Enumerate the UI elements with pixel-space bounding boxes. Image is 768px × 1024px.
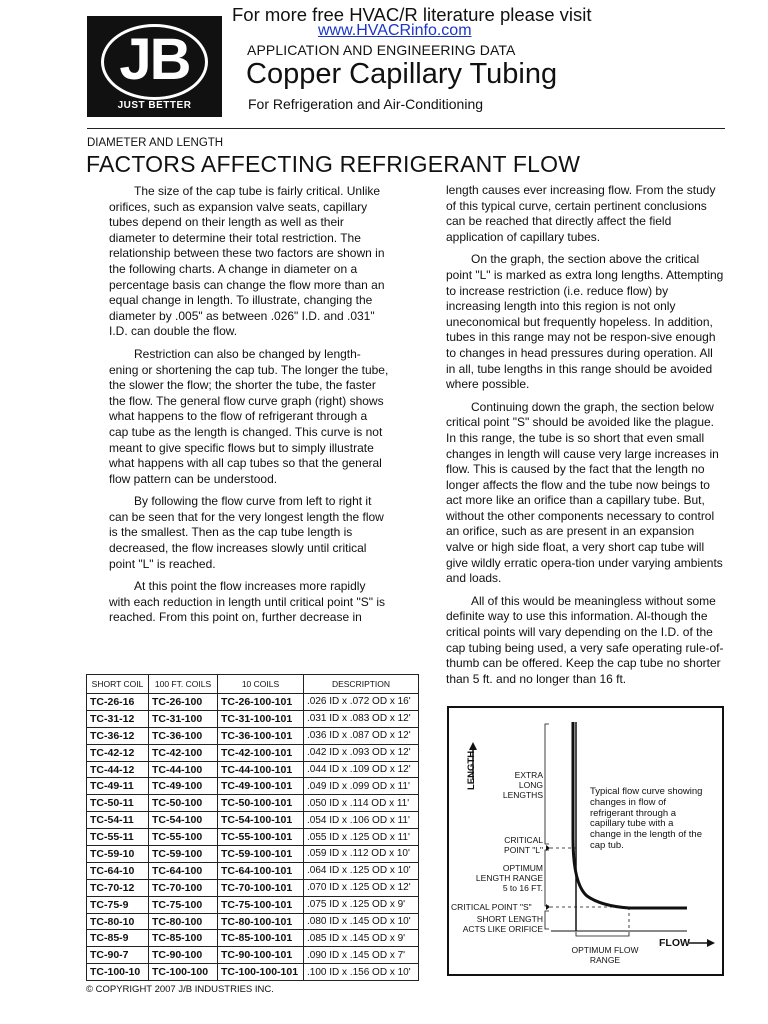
10-coils-cell: TC-100-100-101: [218, 964, 304, 981]
10-coils-cell: TC-26-100-101: [218, 694, 304, 711]
table-row: [87, 964, 419, 981]
10-coils-cell: TC-50-100-101: [218, 795, 304, 812]
logo-tagline: JUST BETTER: [117, 100, 192, 111]
10-coils-cell: TC-85-100-101: [218, 930, 304, 947]
paragraph: At this point the flow increases more rapidly with each reduction in length until critical point "S" is reached. From this point on, further decrease in: [109, 579, 385, 625]
100ft-coil-cell: TC-49-100: [149, 778, 218, 795]
description-cell: .055 ID x .125 OD x 11': [304, 829, 419, 846]
100ft-coil-cell: TC-55-100: [149, 829, 218, 846]
10-coils-cell: TC-59-100-101: [218, 846, 304, 863]
table-row: [87, 778, 419, 795]
description-cell: .085 ID x .145 OD x 9': [304, 930, 419, 947]
table-row: [87, 862, 419, 879]
column-header: 10 COILS: [218, 675, 304, 694]
short-coil-cell: TC-44-12: [87, 761, 149, 778]
10-coils-cell: TC-31-100-101: [218, 710, 304, 727]
100ft-coil-cell: TC-42-100: [149, 744, 218, 761]
short-coil-cell: TC-42-12: [87, 744, 149, 761]
short-coil-cell: TC-49-11: [87, 778, 149, 795]
description-cell: .026 ID x .072 OD x 16': [304, 694, 419, 711]
short-length-label: SHORT LENGTH ACTS LIKE ORIFICE: [462, 914, 543, 934]
column-header: 100 FT. COILS: [149, 675, 218, 694]
short-coil-cell: TC-55-11: [87, 829, 149, 846]
table-row: [87, 846, 419, 863]
short-coil-cell: TC-85-9: [87, 930, 149, 947]
optimum-length-label: OPTIMUM LENGTH RANGE 5 to 16 FT.: [475, 863, 543, 893]
left-column: [109, 184, 389, 633]
logo-text: JB: [119, 27, 190, 92]
paragraph: Continuing down the graph, the section below critical point "S" should be avoided like the plague. In this range, the tube is so short that even small changes in length will cause very large increases in flow. This is caused by the fact that the length no longer affects the flow and the tube now beings to act more like an orifice than a capillary tube. But, without the other components necessary to control an orifice, such as are present in an expansion valve or high side float, a very short cap tube will give wildly erratic opera-tion under varying ambients and loads.: [446, 399, 723, 586]
extra-long-bracket: [545, 724, 549, 844]
length-arrow-head: [469, 742, 477, 750]
10-coils-cell: TC-55-100-101: [218, 829, 304, 846]
paragraph: The size of the cap tube is fairly critical. Unlike orifices, such as expansion valve seats, capillary tubes depend on their length as well as their diameter to determine their total restriction. The relationship between these two factors are shown in the following charts. A change in diameter on a percentage basis can change the flow more than an equal change in length. To illustrate, changing the diameter by .005" as between .026" I.D. and .031" I.D. can double the flow.: [109, 184, 385, 339]
table-row: [87, 879, 419, 896]
table-row: [87, 930, 419, 947]
100ft-coil-cell: TC-50-100: [149, 795, 218, 812]
short-coil-cell: TC-26-16: [87, 694, 149, 711]
critical-l-label: CRITICAL POINT "L": [504, 835, 543, 855]
short-coil-cell: TC-75-9: [87, 896, 149, 913]
description-cell: .075 ID x .125 OD x 9': [304, 896, 419, 913]
critical-s-label: CRITICAL POINT "S": [451, 902, 532, 912]
100ft-coil-cell: TC-90-100: [149, 947, 218, 964]
description-cell: .044 ID x .109 OD x 12': [304, 761, 419, 778]
10-coils-cell: TC-64-100-101: [218, 862, 304, 879]
paragraph: Restriction can also be changed by length-ening or shortening the cap tub. The longer the tube, the slower the flow; the shorter the tube, the faster the flow. The general flow curve graph (right) shows what happens to the flow of refrigerant through a cap tube as the length is changed. This curve is not meant to give specific flows but to simply illustrate what happens with all cap tubes so that the general flow pattern can be understood.: [109, 346, 389, 486]
10-coils-cell: TC-90-100-101: [218, 947, 304, 964]
right-column: [446, 183, 724, 694]
description-cell: .031 ID x .083 OD x 12': [304, 710, 419, 727]
section-label: DIAMETER AND LENGTH: [87, 137, 224, 149]
short-coil-cell: TC-80-10: [87, 913, 149, 930]
10-coils-cell: TC-44-100-101: [218, 761, 304, 778]
100ft-coil-cell: TC-54-100: [149, 812, 218, 829]
header-divider: [87, 128, 725, 129]
optimum-flow-label: OPTIMUM FLOW RANGE: [571, 945, 639, 965]
100ft-coil-cell: TC-80-100: [149, 913, 218, 930]
100ft-coil-cell: TC-26-100: [149, 694, 218, 711]
short-coil-cell: TC-64-10: [87, 862, 149, 879]
short-coil-cell: TC-50-11: [87, 795, 149, 812]
description-cell: .080 ID x .145 OD x 10': [304, 913, 419, 930]
10-coils-cell: TC-36-100-101: [218, 727, 304, 744]
100ft-coil-cell: TC-64-100: [149, 862, 218, 879]
short-coil-cell: TC-54-11: [87, 812, 149, 829]
10-coils-cell: TC-54-100-101: [218, 812, 304, 829]
table-row: [87, 744, 419, 761]
description-cell: .042 ID x .093 OD x 12': [304, 744, 419, 761]
document-subtitle: For Refrigeration and Air-Conditioning: [248, 96, 484, 112]
100ft-coil-cell: TC-75-100: [149, 896, 218, 913]
10-coils-cell: TC-80-100-101: [218, 913, 304, 930]
parts-table: [86, 674, 419, 981]
100ft-coil-cell: TC-59-100: [149, 846, 218, 863]
100ft-coil-cell: TC-85-100: [149, 930, 218, 947]
flow-arrow-head: [707, 939, 715, 947]
x-axis-label: FLOW: [659, 937, 690, 949]
description-cell: .059 ID x .112 OD x 10': [304, 846, 419, 863]
10-coils-cell: TC-75-100-101: [218, 896, 304, 913]
short-coil-cell: TC-90-7: [87, 947, 149, 964]
100ft-coil-cell: TC-31-100: [149, 710, 218, 727]
short-coil-cell: TC-59-10: [87, 846, 149, 863]
promo-text: For more free HVAC/R literature please visit: [232, 4, 592, 25]
promo-link[interactable]: www.HVACRinfo.com: [318, 22, 472, 39]
kicker: APPLICATION AND ENGINEERING DATA: [247, 42, 516, 58]
optimum-length-bracket: [545, 850, 549, 906]
10-coils-cell: TC-42-100-101: [218, 744, 304, 761]
column-header: SHORT COIL: [87, 675, 149, 694]
10-coils-cell: TC-49-100-101: [218, 778, 304, 795]
critical-s-pointer: [546, 904, 550, 910]
extra-long-label: EXTRA LONG LENGTHS: [502, 770, 543, 800]
flow-curve-graph: [447, 706, 724, 976]
y-axis-label: LENGTH: [466, 750, 477, 790]
table-row: [87, 829, 419, 846]
description-cell: .070 ID x .125 OD x 12': [304, 879, 419, 896]
table-body: [87, 694, 419, 981]
short-coil-cell: TC-31-12: [87, 710, 149, 727]
description-cell: .049 ID x .099 OD x 11': [304, 778, 419, 795]
description-cell: .100 ID x .156 OD x 10': [304, 964, 419, 981]
paragraph: By following the flow curve from left to right it can be seen that for the very longest length the flow is the smallest. Then as the cap tube length is decreased, the flow increases slowly until critical point "L" is reached.: [109, 494, 384, 571]
short-coil-cell: TC-36-12: [87, 727, 149, 744]
description-cell: .050 ID x .114 OD x 11': [304, 795, 419, 812]
table-row: [87, 896, 419, 913]
paragraph: length causes ever increasing flow. From the study of this typical curve, certain pertinent conclusions can be reached that directly affect the field application of capillary tubes.: [446, 183, 716, 244]
table-row: [87, 710, 419, 727]
description-cell: .054 ID x .106 OD x 11': [304, 812, 419, 829]
copyright: © COPYRIGHT 2007 J/B INDUSTRIES INC.: [86, 984, 274, 995]
description-cell: .064 ID x .125 OD x 10': [304, 862, 419, 879]
short-coil-cell: TC-70-12: [87, 879, 149, 896]
description-cell: .090 ID x .145 OD x 7': [304, 947, 419, 964]
10-coils-cell: TC-70-100-101: [218, 879, 304, 896]
graph-caption: Typical flow curve showing changes in flow of refrigerant through a capillary tube with a change in the length of the cap tub.: [590, 786, 703, 851]
column-header: DESCRIPTION: [304, 675, 419, 694]
short-coil-cell: TC-100-10: [87, 964, 149, 981]
table-row: [87, 694, 419, 711]
table-row: [87, 761, 419, 778]
100ft-coil-cell: TC-36-100: [149, 727, 218, 744]
100ft-coil-cell: TC-70-100: [149, 879, 218, 896]
description-cell: .036 ID x .087 OD x 12': [304, 727, 419, 744]
short-length-bracket: [545, 911, 549, 929]
100ft-coil-cell: TC-44-100: [149, 761, 218, 778]
table-row: [87, 947, 419, 964]
table-row: [87, 795, 419, 812]
table-header-row: [87, 675, 419, 694]
table-row: [87, 727, 419, 744]
optimum-flow-bracket: [576, 932, 629, 936]
section-title: FACTORS AFFECTING REFRIGERANT FLOW: [86, 151, 581, 177]
paragraph: On the graph, the section above the critical point "L" is marked as extra long lengths. Attempting to increase restriction (i.e. reduce flow) by increasing length into this region is not only uneconomical but frequently hopeless. In addition, tubes in this range may not be respon-sive enough to changes in head pressures during operation. All in all, tube lengths in this range should be avoided where possible.: [446, 252, 724, 392]
table-row: [87, 913, 419, 930]
document-title: Copper Capillary Tubing: [246, 58, 558, 90]
100ft-coil-cell: TC-100-100: [149, 964, 218, 981]
paragraph: All of this would be meaningless without some definite way to use this information. Al-though the critical points will vary depending on the I.D. of the cap tubing being used, a very safe operating rule-of-thumb can be offered. Keep the cap tube no shorter than 5 ft. and no longer than 16 ft.: [446, 593, 724, 686]
table-row: [87, 812, 419, 829]
